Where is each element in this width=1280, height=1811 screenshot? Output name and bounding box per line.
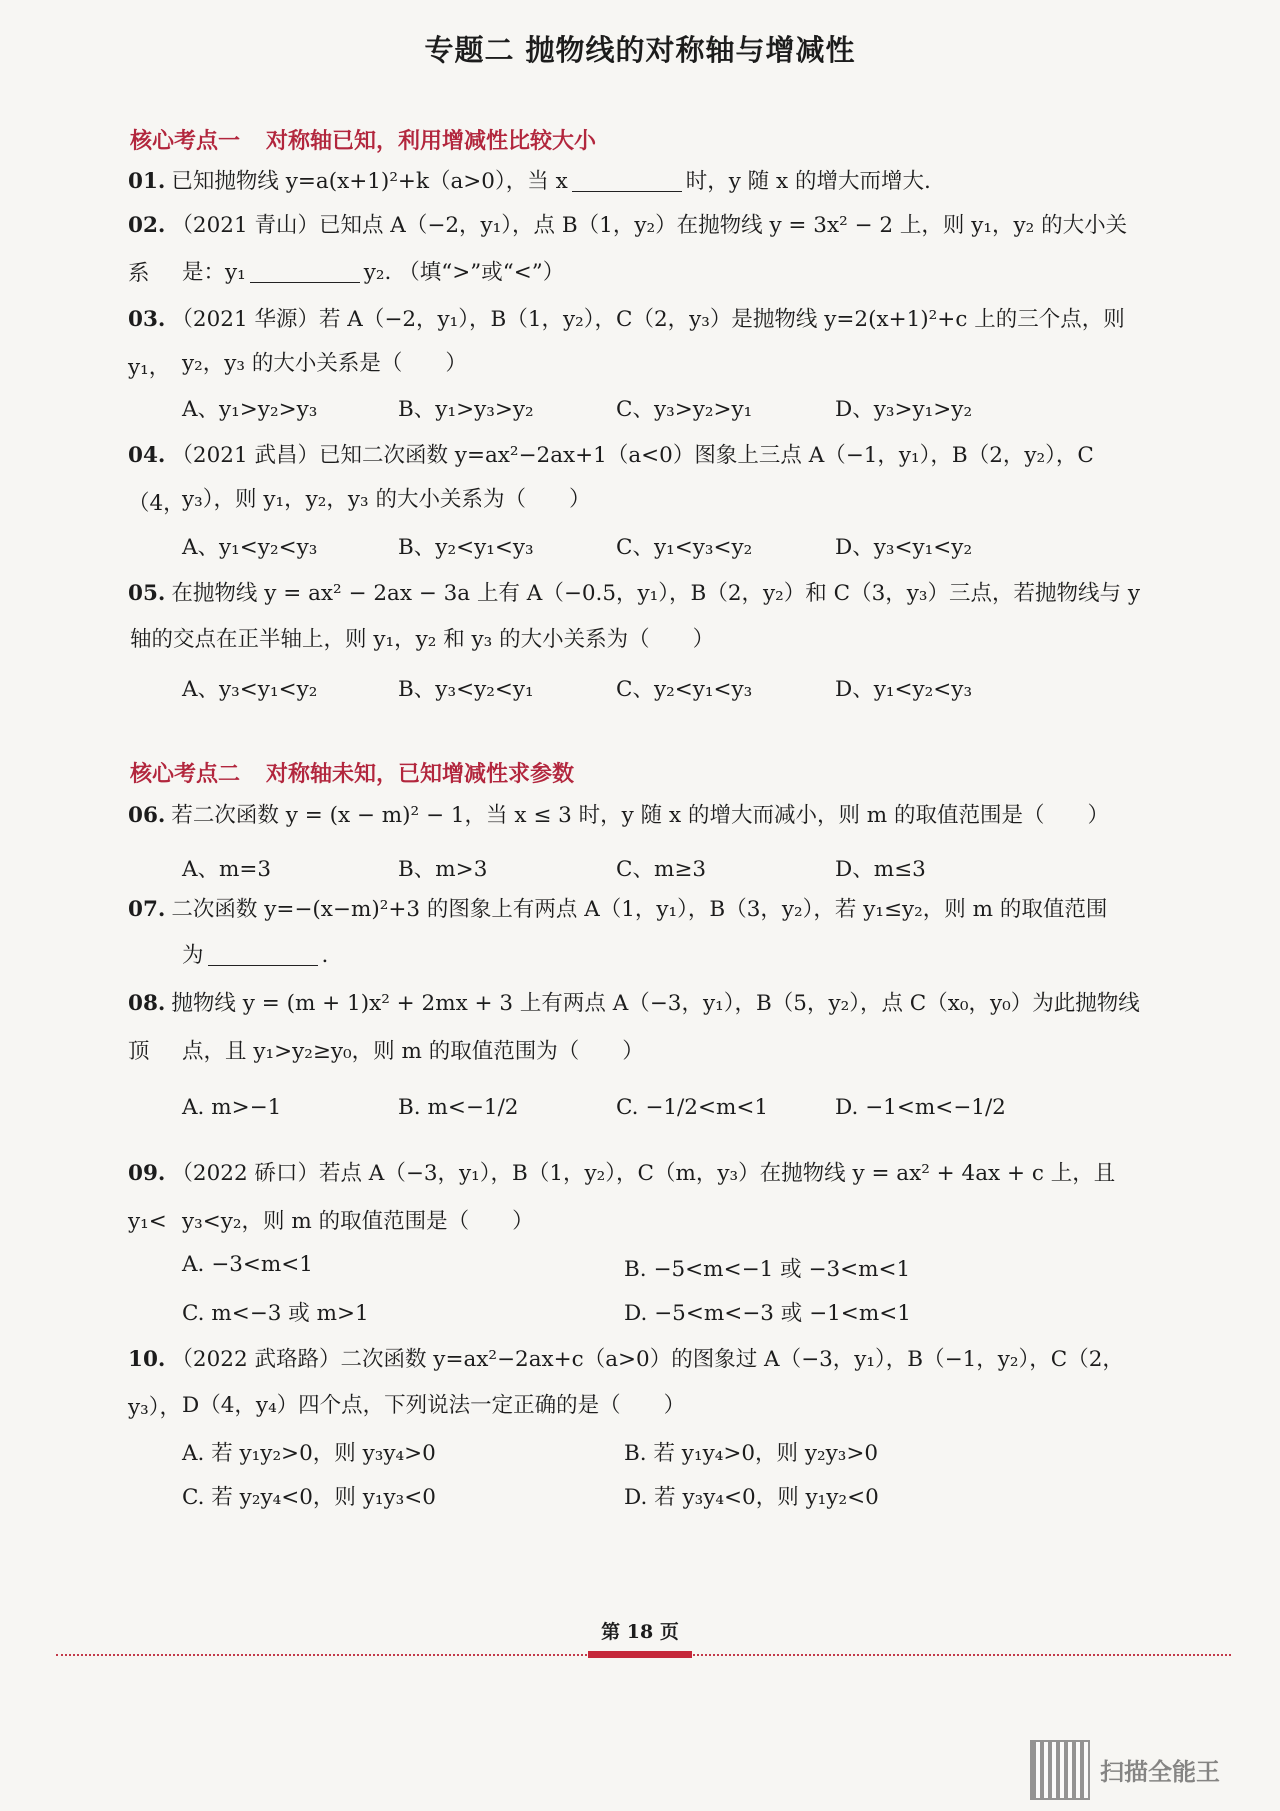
answer-blank — [250, 260, 360, 283]
option-d: D、y₃>y₁>y₂ — [835, 397, 973, 422]
question-number: 08. — [128, 991, 166, 1016]
question-07 — [128, 886, 1148, 934]
option-b: B、y₁>y₃>y₂ — [398, 397, 534, 422]
question-01 — [128, 158, 1148, 206]
question-05 — [128, 570, 1148, 618]
question-text: 二次函数 y=−(x−m)²+3 的图象上有两点 A（1，y₁），B（3，y₂），若 y₁≤y₂，则 m 的取值范围 — [171, 897, 1108, 922]
question-number: 06. — [128, 803, 166, 828]
question-03-options — [182, 392, 1182, 436]
question-09-options-row1 — [182, 1252, 1182, 1296]
option-d: D、y₃<y₁<y₂ — [835, 535, 973, 560]
question-text: （2021 武昌）已知二次函数 y=ax²−2ax+1（a<0）图象上三点 A（−1，y₁），B（2，y₂），C（4， — [128, 443, 1094, 516]
question-10-options-row1 — [182, 1436, 1182, 1480]
option-b: B. 若 y₁y₄>0，则 y₂y₃>0 — [624, 1441, 879, 1466]
question-text: 是：y₁ — [182, 260, 246, 285]
option-a: A、y₁>y₂>y₃ — [182, 397, 318, 422]
question-number: 04. — [128, 443, 166, 468]
section-text: 对称轴已知，利用增减性比较大小 — [266, 128, 597, 154]
question-text: 已知抛物线 y=a(x+1)²+k（a>0），当 x — [171, 169, 568, 194]
option-c: C、y₃>y₂>y₁ — [616, 397, 753, 422]
question-text: 抛物线 y = (m + 1)x² + 2mx + 3 上有两点 A（−3，y₁），B（5，y₂），点 C（x₀，y₀）为此抛物线顶 — [128, 991, 1140, 1064]
question-number: 10. — [128, 1347, 166, 1372]
question-04-line2: y₃），则 y₁，y₂，y₃ 的大小关系为（ ） — [182, 487, 591, 512]
question-text: （2021 华源）若 A（−2，y₁），B（1，y₂），C（2，y₃）是抛物线 y=2(x+1)²+c 上的三个点，则 y₁， — [128, 307, 1125, 380]
question-text: 若二次函数 y = (x − m)² − 1，当 x ≤ 3 时，y 随 x 的增大而减小，则 m 的取值范围是（ ） — [171, 803, 1110, 828]
question-09-options-row2 — [182, 1296, 1182, 1340]
section-label: 核心考点一 — [130, 128, 241, 154]
question-text: （2022 武珞路）二次函数 y=ax²−2ax+c（a>0）的图象过 A（−3，y₁），B（−1，y₂），C（2，y₃）， — [128, 1347, 1124, 1420]
question-04-options — [182, 530, 1182, 574]
option-a: A. 若 y₁y₂>0，则 y₃y₄>0 — [182, 1441, 436, 1466]
question-06 — [128, 792, 1148, 840]
option-a: A. −3<m<1 — [182, 1252, 313, 1277]
option-a: A. m>−1 — [182, 1095, 282, 1120]
option-a: A、m=3 — [182, 857, 272, 882]
section-heading-2 — [130, 757, 574, 788]
option-a: A、y₃<y₁<y₂ — [182, 677, 318, 702]
section-label: 核心考点二 — [130, 761, 241, 787]
qr-code-icon — [1030, 1740, 1090, 1800]
watermark-text: 扫描全能王 — [1100, 1758, 1220, 1786]
question-05-line2: 轴的交点在正半轴上，则 y₁，y₂ 和 y₃ 的大小关系为（ ） — [130, 627, 715, 652]
option-c: C、m≥3 — [616, 857, 707, 882]
question-number: 09. — [128, 1161, 166, 1186]
page-title: 专题二 抛物线的对称轴与增减性 — [424, 33, 856, 67]
question-text: y₂. （填“>”或“<”） — [363, 260, 565, 285]
option-b: B、y₂<y₁<y₃ — [398, 535, 534, 560]
question-text: 为 — [182, 943, 204, 968]
option-a: A、y₁<y₂<y₃ — [182, 535, 318, 560]
question-10-options-row2 — [182, 1480, 1182, 1524]
option-c: C. −1/2<m<1 — [616, 1095, 769, 1120]
question-text: （2021 青山）已知点 A（−2，y₁），点 B（1，y₂）在抛物线 y = 3x² − 2 上，则 y₁，y₂ 的大小关系 — [128, 213, 1128, 286]
option-b: B、m>3 — [398, 857, 488, 882]
option-c: C. 若 y₂y₄<0，则 y₁y₃<0 — [182, 1485, 436, 1510]
answer-blank — [572, 169, 682, 192]
question-number: 07. — [128, 897, 166, 922]
option-d: D、m≤3 — [835, 857, 926, 882]
option-b: B. −5<m<−1 或 −3<m<1 — [624, 1257, 911, 1282]
page-number: 第 18 页 — [601, 1621, 679, 1643]
option-b: B、y₃<y₂<y₁ — [398, 677, 534, 702]
question-text: 在抛物线 y = ax² − 2ax − 3a 上有 A（−0.5，y₁），B（2，y₂）和 C（3，y₃）三点，若抛物线与 y — [171, 581, 1140, 606]
option-d: D. 若 y₃y₄<0，则 y₁y₂<0 — [624, 1485, 879, 1510]
question-number: 05. — [128, 581, 166, 606]
question-03-line2: y₂，y₃ 的大小关系是（ ） — [182, 351, 467, 376]
option-d: D. −1<m<−1/2 — [835, 1095, 1006, 1120]
question-number: 02. — [128, 213, 166, 238]
option-d: D. −5<m<−3 或 −1<m<1 — [624, 1301, 911, 1326]
question-number: 01. — [128, 169, 166, 194]
question-09-line2: y₃<y₂，则 m 的取值范围是（ ） — [182, 1209, 534, 1234]
section-heading-1 — [130, 124, 596, 155]
question-08-line2: 点，且 y₁>y₂≥y₀，则 m 的取值范围为（ ） — [182, 1039, 644, 1064]
option-c: C、y₂<y₁<y₃ — [616, 677, 753, 702]
question-08-options — [182, 1095, 1182, 1139]
question-07-line2 — [182, 932, 1202, 980]
question-text: 时，y 随 x 的增大而增大. — [685, 169, 931, 194]
option-c: C、y₁<y₃<y₂ — [616, 535, 753, 560]
question-text: . — [321, 943, 329, 968]
footer-accent-bar — [588, 1651, 692, 1658]
question-05-options — [182, 672, 1182, 716]
option-d: D、y₁<y₂<y₃ — [835, 677, 973, 702]
question-10-line2: D（4，y₄）四个点，下列说法一定正确的是（ ） — [182, 1393, 686, 1418]
option-b: B. m<−1/2 — [398, 1095, 519, 1120]
question-text: （2022 硚口）若点 A（−3，y₁），B（1，y₂），C（m，y₃）在抛物线 y = ax² + 4ax + c 上，且 y₁< — [128, 1161, 1116, 1234]
question-02-line2 — [182, 249, 1202, 297]
answer-blank — [208, 943, 318, 966]
option-c: C. m<−3 或 m>1 — [182, 1301, 369, 1326]
scanner-watermark — [1030, 1740, 1260, 1798]
section-text: 对称轴未知，已知增减性求参数 — [266, 761, 575, 787]
question-number: 03. — [128, 307, 166, 332]
